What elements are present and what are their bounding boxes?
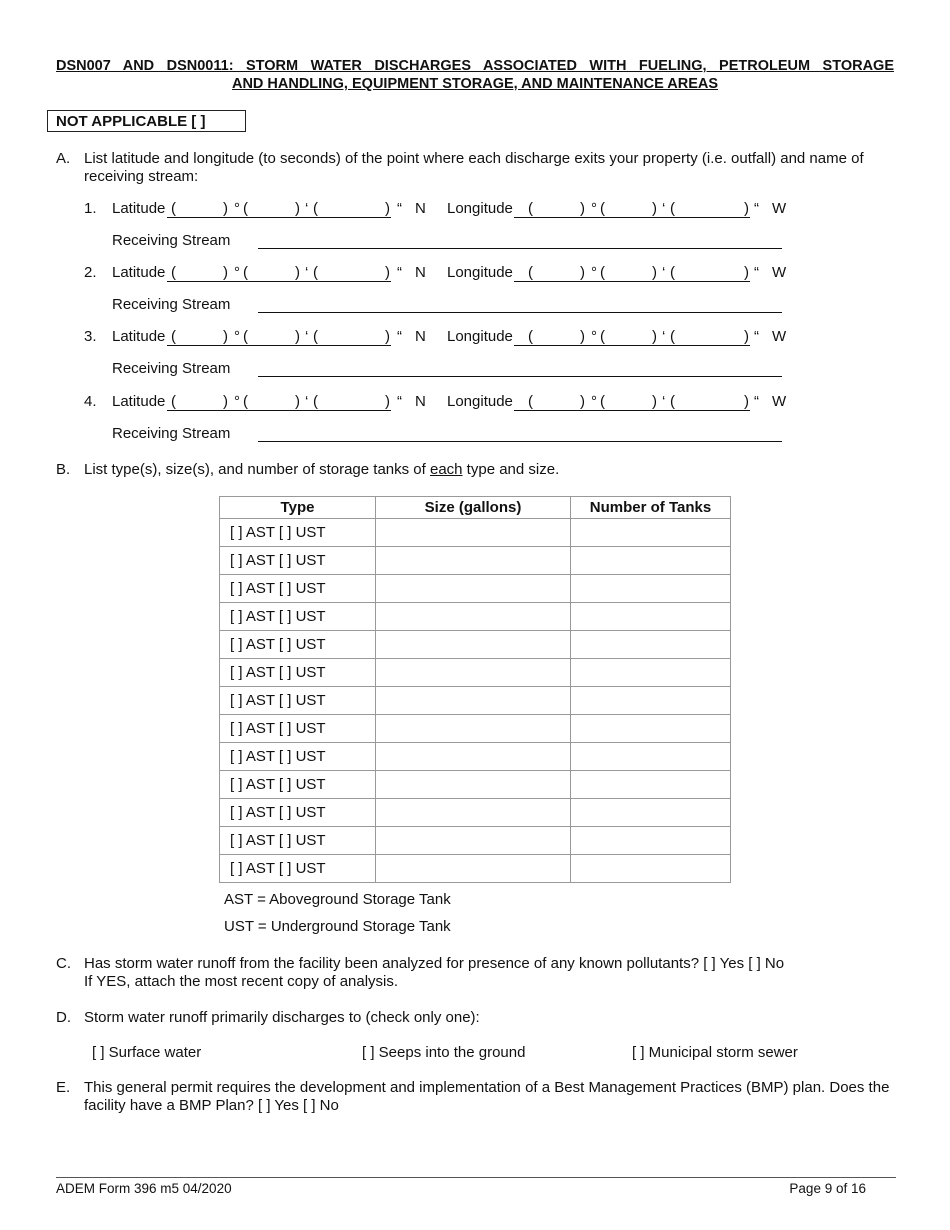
table-row [220, 519, 731, 547]
section-d-text: Storm water runoff primarily discharges to (check only one): [84, 1009, 480, 1026]
north-label: N [415, 393, 426, 410]
section-a-text: List latitude and longitude (to seconds) of the point where each discharge exits your property (i.e. outfall) and name of receiving stream: [84, 150, 864, 185]
tank-size-cell[interactable] [376, 547, 571, 575]
seconds-mark: “ [397, 264, 402, 281]
tank-size-cell[interactable] [376, 659, 571, 687]
tank-type-cell[interactable]: [ ] AST [ ] UST [220, 771, 376, 799]
longitude-field[interactable]: ( ) ° ( ) ‘ ( ) [514, 393, 750, 411]
receiving-stream-label: Receiving Stream [112, 296, 231, 313]
section-b-text: List type(s), size(s), and number of storage tanks of each type and size. [84, 461, 560, 478]
receiving-stream-label: Receiving Stream [112, 425, 231, 442]
tank-count-cell[interactable] [571, 575, 731, 603]
tank-count-cell[interactable] [571, 603, 731, 631]
table-row [220, 799, 731, 827]
latitude-field[interactable]: ( ) ° ( ) ‘ ( ) [167, 264, 391, 282]
section-c-letter: C. [56, 955, 71, 972]
table-row [220, 827, 731, 855]
tank-size-cell[interactable] [376, 519, 571, 547]
header-type: Type [220, 497, 376, 519]
tank-type-cell[interactable]: [ ] AST [ ] UST [220, 827, 376, 855]
seconds-mark: “ [754, 393, 759, 410]
footer-divider [56, 1177, 896, 1178]
section-a-letter: A. [56, 150, 71, 167]
footer-page-number: Page 9 of 16 [789, 1181, 866, 1196]
tank-count-cell[interactable] [571, 659, 731, 687]
longitude-label: Longitude [447, 328, 513, 345]
longitude-label: Longitude [447, 264, 513, 281]
longitude-field[interactable]: ( ) ° ( ) ‘ ( ) [514, 328, 750, 346]
option-surface-water[interactable]: [ ] Surface water [92, 1044, 202, 1061]
latitude-label: Latitude [112, 200, 166, 217]
title-line-1: DSN007 AND DSN0011: STORM WATER DISCHARGES ASSOCIATED WITH FUELING, PETROLEUM STORAGE [56, 58, 894, 74]
receiving-stream-input[interactable] [258, 441, 782, 442]
west-label: W [772, 393, 787, 410]
seconds-mark: “ [397, 328, 402, 345]
header-size: Size (gallons) [376, 497, 571, 519]
seconds-mark: “ [754, 264, 759, 281]
receiving-stream-input[interactable] [258, 312, 782, 313]
seconds-mark: “ [397, 393, 402, 410]
legend-ust: UST = Underground Storage Tank [224, 918, 451, 935]
tank-type-cell[interactable]: [ ] AST [ ] UST [220, 547, 376, 575]
table-row [220, 855, 731, 883]
receiving-stream-input[interactable] [258, 248, 782, 249]
table-row [220, 631, 731, 659]
option-municipal-storm-sewer[interactable]: [ ] Municipal storm sewer [632, 1044, 798, 1061]
tank-type-cell[interactable]: [ ] AST [ ] UST [220, 603, 376, 631]
receiving-stream-input[interactable] [258, 376, 782, 377]
tank-size-cell[interactable] [376, 631, 571, 659]
longitude-label: Longitude [447, 200, 513, 217]
header-number: Number of Tanks [571, 497, 731, 519]
latitude-label: Latitude [112, 393, 166, 410]
latitude-label: Latitude [112, 264, 166, 281]
latitude-field[interactable]: ( ) ° ( ) ‘ ( ) [167, 328, 391, 346]
page-title [56, 57, 894, 93]
tank-size-cell[interactable] [376, 743, 571, 771]
title-line-2: AND HANDLING, EQUIPMENT STORAGE, AND MAINTENANCE AREAS [231, 76, 719, 92]
tank-size-cell[interactable] [376, 715, 571, 743]
tank-count-cell[interactable] [571, 743, 731, 771]
seconds-mark: “ [397, 200, 402, 217]
tank-count-cell[interactable] [571, 827, 731, 855]
row-number: 3. [84, 328, 97, 345]
table-row [220, 743, 731, 771]
tank-size-cell[interactable] [376, 855, 571, 883]
seconds-mark: “ [754, 200, 759, 217]
legend-ast: AST = Aboveground Storage Tank [224, 891, 451, 908]
section-c-question[interactable]: Has storm water runoff from the facility been analyzed for presence of any known pollutants? [ ] Yes [ ] No [84, 955, 785, 972]
storage-tanks-table [219, 496, 731, 883]
tank-size-cell[interactable] [376, 575, 571, 603]
table-row [220, 687, 731, 715]
tank-size-cell[interactable] [376, 603, 571, 631]
tank-size-cell[interactable] [376, 771, 571, 799]
tank-type-cell[interactable]: [ ] AST [ ] UST [220, 855, 376, 883]
tank-count-cell[interactable] [571, 799, 731, 827]
tank-count-cell[interactable] [571, 631, 731, 659]
tank-size-cell[interactable] [376, 799, 571, 827]
option-seeps-into-ground[interactable]: [ ] Seeps into the ground [362, 1044, 526, 1061]
receiving-stream-label: Receiving Stream [112, 232, 231, 249]
tank-type-cell[interactable]: [ ] AST [ ] UST [220, 799, 376, 827]
receiving-stream-label: Receiving Stream [112, 360, 231, 377]
table-row [220, 771, 731, 799]
row-number: 1. [84, 200, 97, 217]
longitude-field[interactable]: ( ) ° ( ) ‘ ( ) [514, 200, 750, 218]
tank-count-cell[interactable] [571, 715, 731, 743]
north-label: N [415, 264, 426, 281]
section-b-letter: B. [56, 461, 71, 478]
section-c-note: If YES, attach the most recent copy of analysis. [84, 973, 399, 990]
tank-type-cell[interactable]: [ ] AST [ ] UST [220, 715, 376, 743]
footer-form-id: ADEM Form 396 m5 04/2020 [56, 1181, 232, 1196]
table-row [220, 575, 731, 603]
longitude-label: Longitude [447, 393, 513, 410]
section-d-letter: D. [56, 1009, 71, 1026]
north-label: N [415, 200, 426, 217]
section-e-text[interactable]: This general permit requires the development and implementation of a Best Management Practices (BMP) plan. Does the facility have a BMP Plan? [ ] Yes [ ] No [84, 1079, 890, 1114]
row-number: 4. [84, 393, 97, 410]
west-label: W [772, 328, 787, 345]
tank-count-cell[interactable] [571, 771, 731, 799]
tank-count-cell[interactable] [571, 687, 731, 715]
section-e-letter: E. [56, 1079, 71, 1096]
tank-type-cell[interactable]: [ ] AST [ ] UST [220, 575, 376, 603]
tank-type-cell[interactable]: [ ] AST [ ] UST [220, 659, 376, 687]
west-label: W [772, 264, 787, 281]
latitude-label: Latitude [112, 328, 166, 345]
north-label: N [415, 328, 426, 345]
table-row [220, 603, 731, 631]
tank-type-cell[interactable]: [ ] AST [ ] UST [220, 519, 376, 547]
west-label: W [772, 200, 787, 217]
latitude-field[interactable]: ( ) ° ( ) ‘ ( ) [167, 393, 391, 411]
tank-type-cell[interactable]: [ ] AST [ ] UST [220, 743, 376, 771]
tank-type-cell[interactable]: [ ] AST [ ] UST [220, 631, 376, 659]
tank-size-cell[interactable] [376, 827, 571, 855]
not-applicable-checkbox[interactable]: NOT APPLICABLE [ ] [47, 110, 246, 132]
table-row [220, 659, 731, 687]
tank-size-cell[interactable] [376, 687, 571, 715]
table-row [220, 547, 731, 575]
row-number: 2. [84, 264, 97, 281]
tank-count-cell[interactable] [571, 519, 731, 547]
table-row [220, 715, 731, 743]
tank-count-cell[interactable] [571, 855, 731, 883]
tank-count-cell[interactable] [571, 547, 731, 575]
latitude-field[interactable]: ( ) ° ( ) ‘ ( ) [167, 200, 391, 218]
longitude-field[interactable]: ( ) ° ( ) ‘ ( ) [514, 264, 750, 282]
tank-type-cell[interactable]: [ ] AST [ ] UST [220, 687, 376, 715]
seconds-mark: “ [754, 328, 759, 345]
